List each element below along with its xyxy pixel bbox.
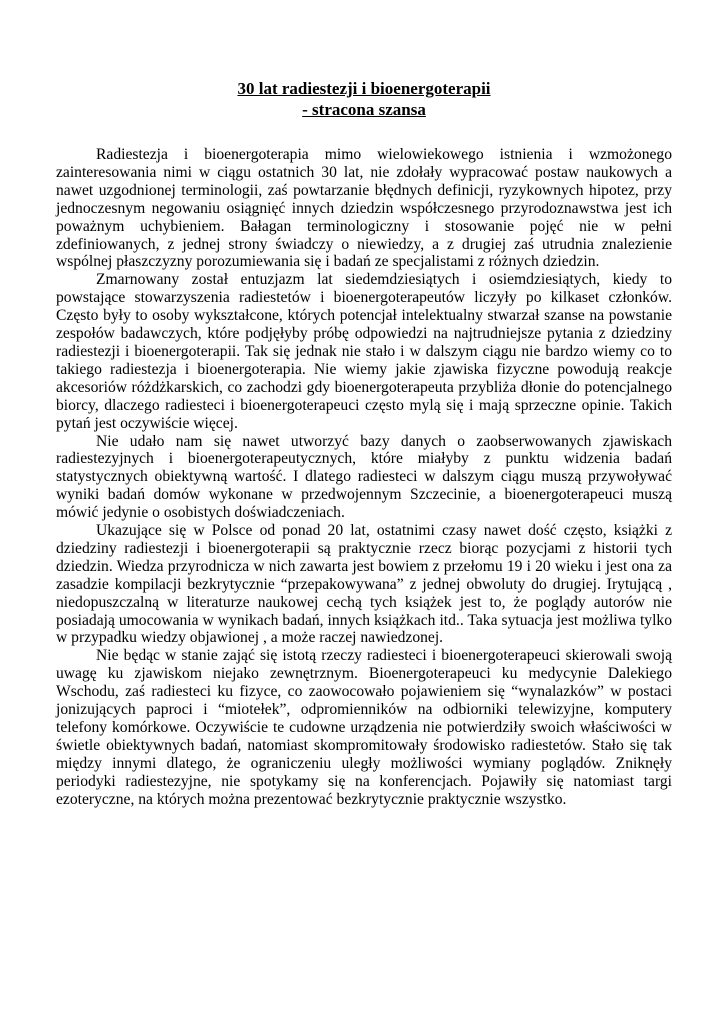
document-page [56,78,672,809]
paragraph: Nie będąc w stanie zająć się istotą rzeczy radiesteci i bioenergoterapeuci skierowali swoją uwagę ku zjawiskom niejako zewnętrznym. Bioenergoterapeuci ku medycynie Dalekiego Wschodu, zaś radiesteci ku fizyce, co zaowocowało pojawieniem się “wynalazków” w postaci jonizujących paproci i “miotełek”, odpromienników na odbiorniki telewizyjne, komputery telefony komórkowe. Oczywiście te cudowne urządzenia nie potwierdziły swoich właściwości w świetle obiektywnych badań, natomiast skompromitowały środowisko radiestetów. Stało się tak między innymi dlatego, że ograniczeniu uległy możliwości wymiany poglądów. Zniknęły periodyki radiestezyjne, nie spotykamy się na konferencjach. Pojawiły się natomiast targi ezoteryczne, na których można prezentować bezkrytycznie praktycznie wszystko. [56,647,672,808]
title-line-2: - stracona szansa [302,100,426,119]
paragraph: Nie udało nam się nawet utworzyć bazy danych o zaobserwowanych zjawiskach radiestezyjnych i bioenergoterapeutycznych, które miałyby z punktu widzenia badań statystycznych obiektywną wartość. I dlatego radiesteci w dalszym ciągu muszą przywoływać wyniki badań domów wykonane w przedwojennym Szczecinie, a bioenergoterapeuci muszą mówić jedynie o osobistych doświadczeniach. [56,432,672,522]
paragraph: Zmarnowany został entuzjazm lat siedemdziesiątych i osiemdziesiątych, kiedy to powstające stowarzyszenia radiestetów i bioenergoterapeutów liczyły po kilkaset członków. Często były to osoby wykształcone, których potencjał intelektualny stwarzał szanse na powstanie zespołów badawczych, które podjęłyby próbę odpowiedzi na najtrudniejsze pytania z dziedziny radiestezji i bioenergoterapii. Tak się jednak nie stało i w dalszym ciągu nie bardzo wiemy co to takiego radiestezja i bioenergoterapia. Nie wiemy jakie zjawiska fizyczne powodują reakcje akcesoriów różdżkarskich, co zachodzi gdy bioenergoterapeuta przybliża dłonie do potencjalnego biorcy, dlaczego radiesteci i bioenergoterapeuci często mylą się i mają sprzeczne opinie. Takich pytań jest oczywiście więcej. [56,271,672,432]
paragraph: Radiestezja i bioenergoterapia mimo wielowiekowego istnienia i wzmożonego zainteresowania nimi w ciągu ostatnich 30 lat, nie zdołały wypracować postaw naukowych a nawet uzgodnionej terminologii, zaś powtarzanie błędnych definicji, ryzykownych hipotez, przy jednoczesnym negowaniu osiągnięć innych dziedzin współczesnego przyrodoznawstwa jest ich poważnym uchybieniem. Bałagan terminologiczny i stosowanie pojęć nie w pełni zdefiniowanych, z jednej strony świadczy o niewiedzy, a z drugiej zaś utrudnia znalezienie wspólnej płaszczyzny porozumiewania się i badań ze specjalistami z różnych dziedzin. [56,146,672,271]
title-line-1: 30 lat radiestezji i bioenergoterapii [237,79,491,98]
article-body [56,146,672,809]
paragraph: Ukazujące się w Polsce od ponad 20 lat, ostatnimi czasy nawet dość często, książki z dziedziny radiestezji i bioenergoterapii są praktycznie rzecz biorąc pozycjami z historii tych dziedzin. Wiedza przyrodnicza w nich zawarta jest bowiem z przełomu 19 i 20 wieku i jest ona za zasadzie kompilacji bezkrytycznie “przepakowywana” z jednej obwoluty do drugiej. Irytującą , niedopuszczalną w literaturze naukowej cechą tych książek jest to, że poglądy autorów nie posiadają umocowania w wynikach badań, innych książkach itd.. Taka sytuacja jest możliwa tylko w przypadku wiedzy objawionej , a może raczej nawiedzonej. [56,522,672,647]
page-title [56,78,672,120]
